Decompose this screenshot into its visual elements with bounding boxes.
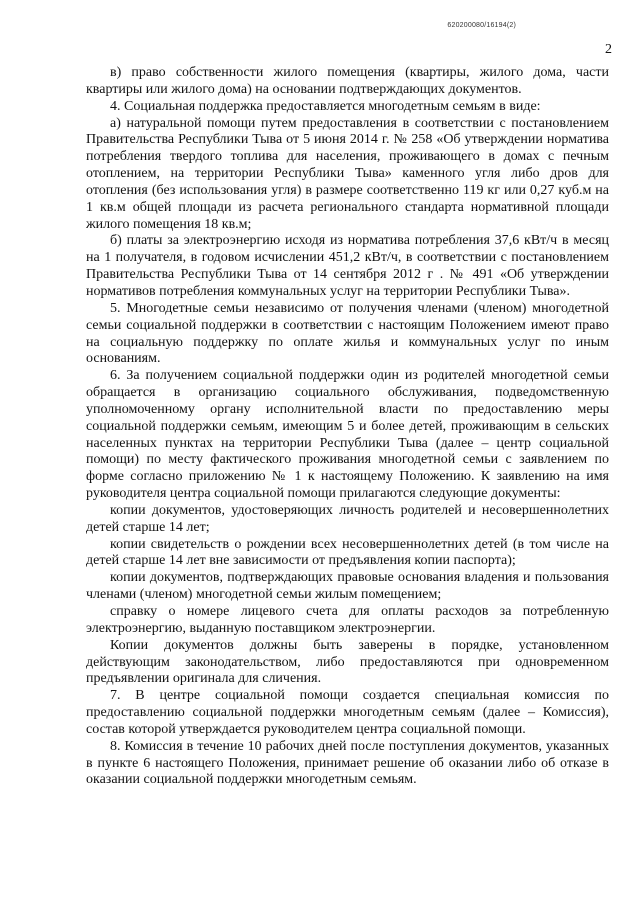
paragraph-5: 5. Многодетные семьи независимо от получения членами (членом) многодетной семьи социальной поддержки в соответствии с настоящим Положением имеют право на социальную поддержку по оплате жилья и коммунальных услуг по иным основаниям.	[86, 300, 609, 367]
paragraph-4b: б) платы за электроэнергию исходя из норматива потребления 37,6 кВт/ч в месяц на 1 получателя, в годовом исчислении 451,2 кВт/ч, в соответствии с постановлением Правительства Республики Тыва от 14 сентября 2012 г . № 491 «Об утверждении нормативов потребления коммунальных услуг на территории Республики Тыва».	[86, 233, 609, 299]
paragraph-7: 7. В центре социальной помощи создается специальная комиссия по предоставлению социальной поддержки многодетным семьям (далее – Комиссия), состав которой утверждается руководителем центра социальной помощи.	[86, 688, 609, 737]
document-list-item: копии документов, удостоверяющих личность родителей и несовершеннолетних детей старше 14 лет;	[86, 502, 609, 535]
document-id: 620200080/16194(2)	[447, 22, 516, 29]
paragraph-8: 8. Комиссия в течение 10 рабочих дней после поступления документов, указанных в пункте 6 настоящего Положения, принимает решение об оказании либо об отказе в оказании социальной поддержки многодетным семьям.	[86, 738, 609, 788]
paragraph-3v: в) право собственности жилого помещения (квартиры, жилого дома, части квартиры или жилого дома) на основании подтверждающих документов.	[86, 65, 609, 97]
paragraph-4a: а) натуральной помощи путем предоставления в соответствии с постановлением Правительства Республики Тыва от 5 июня 2014 г. № 258 «Об утверждении норматива потребления твердого топлива для населения, проживающего в домах с печным отоплением, на территории Республики Тыва» каменного угля либо дров для отопления (без использования угля) в размере соответственно 119 кг или 0,27 куб.м на 1 кв.м общей площади из расчета регионального стандарта нормативной площади жилого помещения 18 кв.м;	[86, 115, 609, 232]
paragraph-copies: Копии документов должны быть заверены в порядке, установленном действующим законодательством, либо предоставляются при одновременном предъявлении оригинала для сличения.	[86, 637, 609, 687]
document-list-item: справку о номере лицевого счета для оплаты расходов за потребленную электроэнергию, выданную поставщиком электроэнергии.	[86, 604, 609, 636]
document-body	[86, 65, 609, 789]
document-list-item: копии документов, подтверждающих правовые основания владения и пользования членами (членом) многодетной семьи жилым помещением;	[86, 570, 609, 603]
paragraph-4: 4. Социальная поддержка предоставляется многодетным семьям в виде:	[110, 98, 541, 114]
document-list-item: копии свидетельств о рождении всех несовершеннолетних детей (в том числе на детей старше 14 лет вне зависимости от предъявления копии паспорта);	[86, 536, 609, 569]
page-number: 2	[605, 42, 612, 57]
paragraph-6: 6. За получением социальной поддержки один из родителей многодетной семьи обращается в организацию социального обслуживания, подведомственную уполномоченному органу исполнительной власти по предоставлению меры социальной поддержки семьям, имеющим 5 и более детей, проживающим в сельских населенных пунктах на территории Республики Тыва (далее – центр социальной помощи) по месту фактического проживания многодетной семьи с заявлением по форме согласно приложению № 1 к настоящему Положению. К заявлению на имя руководителя центра социальной помощи прилагаются следующие документы:	[86, 368, 609, 502]
